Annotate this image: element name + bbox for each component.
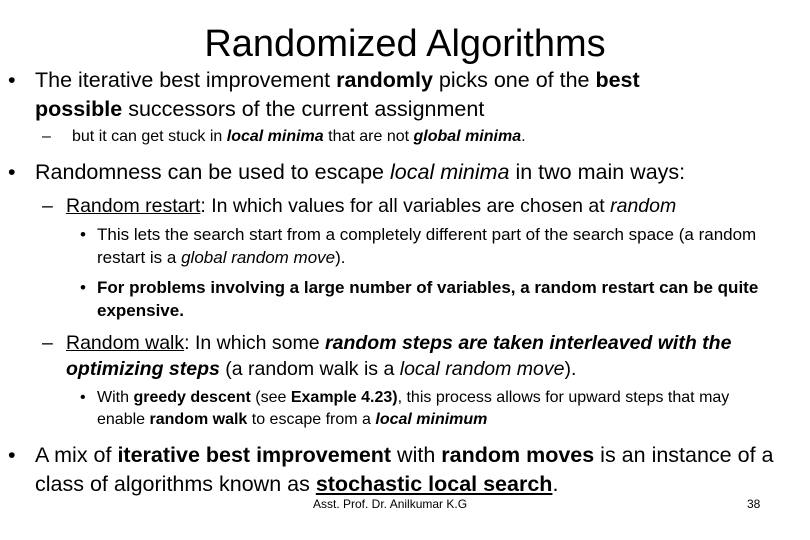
- term-random-walk: Random walk: [66, 332, 185, 354]
- text-run-bold-italic: global minima: [413, 128, 522, 145]
- text-run: successors of the current assignment: [122, 97, 485, 121]
- text-run-italic: local minima: [390, 160, 510, 184]
- bullet-randomness: [35, 158, 795, 187]
- text-run-italic: global random move: [181, 248, 336, 267]
- text-run-bold-italic: random steps are taken interleaved with the optimizing steps: [66, 332, 732, 380]
- text-run: to escape from a: [247, 411, 376, 428]
- text-run: In which values for all variables are chosen at: [205, 195, 611, 217]
- bullet-marker: •: [80, 389, 86, 406]
- text-run-italic: local random move: [399, 358, 565, 380]
- term-stochastic-local-search: stochastic local search: [315, 472, 553, 496]
- text-run: Randomness: [35, 160, 162, 184]
- text-run: ).: [564, 358, 577, 380]
- bullet-marker: •: [8, 68, 16, 92]
- text-run: picks one of the: [432, 68, 596, 92]
- text-run: but it can get stuck in: [72, 128, 227, 145]
- text-run: The iterative best improvement: [35, 68, 337, 92]
- text-run-bold: randomly: [336, 68, 433, 92]
- subbullet-random-restart: [66, 193, 796, 219]
- bullet-marker: •: [8, 160, 16, 184]
- footer-page-number: 38: [747, 497, 761, 511]
- dash-marker: –: [42, 128, 51, 145]
- subsub-expensive: [97, 276, 802, 322]
- dash-marker: –: [42, 195, 53, 217]
- term-random-restart: Random restart: [66, 195, 201, 217]
- text-run-bold: random moves: [441, 443, 595, 467]
- text-run-bold: greedy descent: [133, 389, 251, 406]
- dash-marker: –: [42, 332, 53, 354]
- footer-author: Asst. Prof. Dr. Anilkumar K.G: [313, 497, 468, 511]
- text-run: This lets the search start from a completely different part of the search space (a random restart is a: [97, 225, 757, 267]
- text-run-bold-italic: local minima: [226, 128, 324, 145]
- slide-title: Randomized Algorithms: [204, 23, 606, 65]
- text-run-bold-italic: local minimum: [375, 411, 488, 428]
- bullet-marker: •: [8, 443, 16, 467]
- text-run: A mix of: [35, 443, 118, 467]
- text-run: can be used to escape: [161, 160, 390, 184]
- text-run-bold: For problems involving a large number of variables, a random restart can be quite expensive.: [97, 278, 759, 320]
- subbullet-random-walk: [66, 330, 801, 382]
- text-run: (a random walk is a: [219, 358, 400, 380]
- text-run: .: [552, 472, 559, 496]
- text-run: is an instance of a class of algorithms known as: [35, 443, 774, 496]
- text-run-bold: random walk: [149, 411, 248, 428]
- text-run-italic: random: [610, 195, 677, 217]
- text-run-bold: Example 4.23): [290, 389, 398, 406]
- text-run-bold: best possible: [35, 68, 640, 121]
- text-run: , this process allows for upward steps that may enable: [97, 389, 730, 428]
- bullet-stochastic-local-search: [35, 441, 780, 499]
- text-run: in two main ways:: [509, 160, 686, 184]
- text-run: that are not: [323, 128, 414, 145]
- text-run: ).: [335, 248, 346, 267]
- text-run: :: [200, 195, 206, 217]
- text-run: .: [521, 128, 526, 145]
- text-run: with: [391, 443, 442, 467]
- subsub-search-space: [97, 223, 802, 269]
- bullet-marker: •: [80, 225, 86, 244]
- subbullet-local-minima: [72, 126, 772, 148]
- text-run: (see: [250, 389, 291, 406]
- subsub-greedy-descent: [97, 387, 777, 431]
- text-run: With: [97, 389, 134, 406]
- text-run: : In which some: [184, 332, 326, 354]
- bullet-iterative-best-improvement: [35, 66, 725, 124]
- bullet-marker: •: [80, 278, 86, 297]
- text-run-bold: iterative best improvement: [117, 443, 392, 467]
